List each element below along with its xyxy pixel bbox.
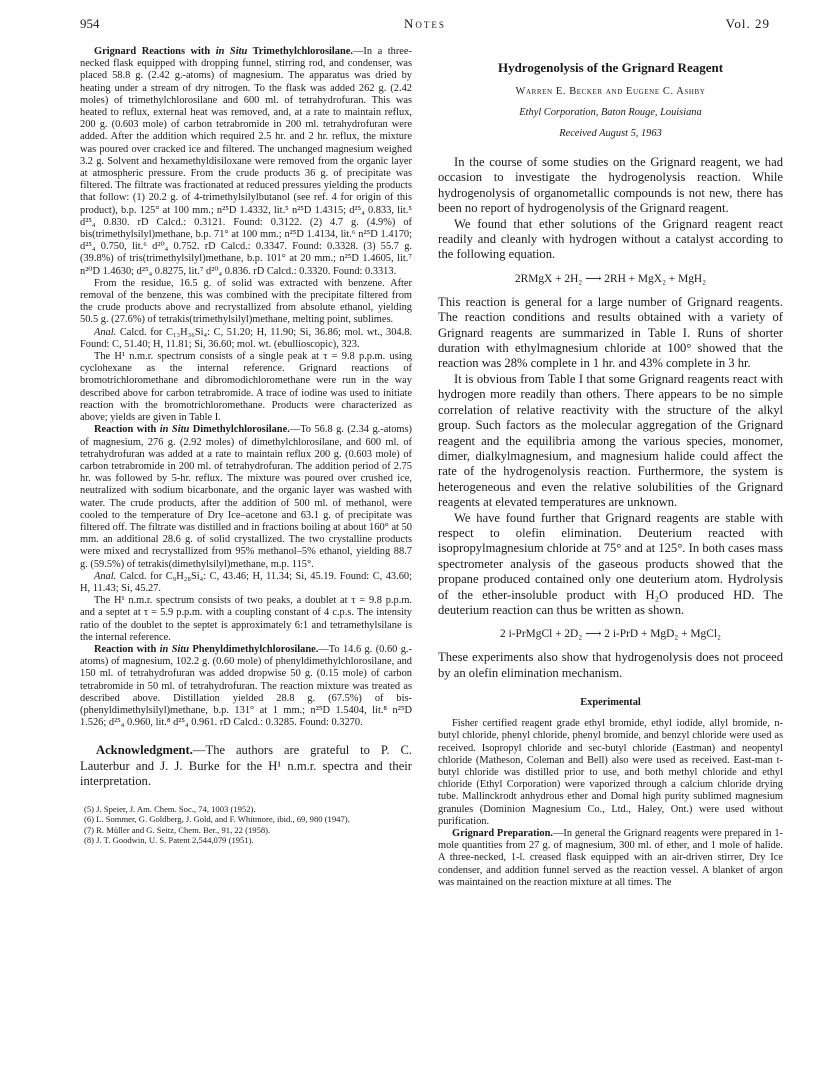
equation-1: 2RMgX + 2H₂ ⟶ 2RH + MgX₂ + MgH₂ <box>514 272 707 285</box>
references <box>80 804 412 846</box>
body-paragraph: It is obvious from Table I that some Grignard reagents react with hydrogen more readily than others. There appears to be no simple correlation of relative reactivity with the structure of the alkyl group. Such factors as the molecular aggregation of the Grignard reagent and the equilibria among the various species, monomer, dimer, dialkylmagnesium, and magnesium halide could affect the rate of the hydrogenolysis reaction. Furthermore, the system is heterogeneous and even the relative solubilities of the Grignard reagents at elevated temperatures are unknown. <box>438 371 783 510</box>
paragraph-trimethyl: Grignard Reactions with in Situ Trimethylchlorosilane.—In a three-necked flask equipped with dropping funnel, stirring rod, and condenser, was placed 58.8 g. (2.42 g.-atoms) of magnesium. The apparatus was dried by heating under a stream of dry nitrogen. To the flask was added 262 g. (2.42 moles) of trimethylchlorosilane and 600 ml. of tetrahydrofuran. This was heated to reflux, external heat was removed, and, at a rate to maintain reflux, 200 g. (0.603 mole) of carbon tetrabromide in 200 ml. tetrahydrofuran were added. After the addition which required 2.5 hr. and 2 hr. reflux, the mixture was poured over cracked ice and filtered. The unchanged magnesium weighed 3.2 g. Solvent and hexamethyldisiloxane were removed from the organic layer at atmospheric pressure. From the crude products 36 g. of precipitate was filtered. The filtrate was fractionated at reduced pressures yielding the products that follow: (1) 20.2 g. of 4-trimethylsilylbutanol (see ref. 4 for origin of this product), b.p. 125° at 100 mm.; n²⁵D 1.4332, lit.⁵ n²⁵D 1.4315; d²⁵₄ 0.833, lit.⁵ d²⁵₄ 0.830. rD Calcd.: 0.3121. Found: 0.3122. (2) 4.7 g. (4.9%) of bis(trimethylsilyl)methane, b.p. 71° at 100 mm.; n²⁵D 1.4134, lit.⁶ n²⁵D 1.4170; d²⁵₄ 0.750, lit.⁶ d²⁰₄ 0.752. rD Calcd.: 0.3347. Found: 0.3328. (3) 55.7 g. (39.8%) of tris(trimethylsilyl)methane, b.p. 101° at 20 mm.; n²⁵D 1.4605, lit.⁷ n²⁰D 1.4630; d²⁵₄ 0.8275, lit.⁷ d²⁰₄ 0.836. rD Calcd.: 0.3320. Found: 0.3313. <box>80 46 412 277</box>
paragraph-phenyl: Reaction with in Situ Phenyldimethylchlorosilane.—To 14.6 g. (0.60 g.-atoms) of magnesium, 102.2 g. (0.60 mole) of phenyldimethylchlorosilane, and 150 ml. of tetrahydrofuran was added dropwise 50 g. (0.15 mole) of carbon tetrabromide in 50 ml. of tetrahydrofuran. The reaction mixture was treated as described above. Distillation yielded 28.8 g. (67.5%) of bis-(phenyldimethylsilyl)methane, b.p. 131° at 1 mm.; n²⁵D 1.5404, lit.⁸ n²⁵D 1.526; d²⁵₄ 0.960, lit.⁸ d²⁵₄ 0.961. rD Calcd.: 0.3285. Found: 0.3270. <box>80 643 412 729</box>
paragraph-nmr-1: The H¹ n.m.r. spectrum consists of a single peak at τ = 9.8 p.p.m. using cyclohexane as the internal reference. Grignard reactions of bromotrichloromethane and dibromodichloromethane were run in the way described above for carbon tetrabromide. A trace of iodine was used to initiate reaction with the bromotrichloromethane. Products were characterized as above; yields are given in Table I. <box>80 351 412 424</box>
reference-5: (5) J. Speier, J. Am. Chem. Soc., 74, 1003 (1952). <box>84 803 256 814</box>
paragraph-residue: From the residue, 16.5 g. of solid was extracted with benzene. After removal of the benzene, this was combined with the precipitate filtered from the crude products above and recrystallized from absolute ethanol, yielding 50.5 g. (27.6%) of tetrakis(trimethylsilyl)methane, melting point, sublimes. <box>80 277 412 326</box>
paragraph-anal-2: Anal. Calcd. for C₉H₂₈Si₄: C, 43.46; H, 11.34; Si, 45.19. Found: C, 43.60; H, 11.43; Si, 45.27. <box>80 570 412 594</box>
intro-body <box>438 155 783 263</box>
page-number: 954 <box>80 16 100 31</box>
paragraph-anal-1: Anal. Calcd. for C₁₃H₃₆Si₄: C, 51.20; H, 11.90; Si, 36.86; mol. wt., 304.8. Found: C, 51.40; H, 11.81; Si, 36.60; mol. wt. (ebullioscopic), 323. <box>80 326 412 350</box>
intro-paragraph: We found that ether solutions of the Grignard reagent react readily and cleanly with hydrogen without a catalyst according to the following equation. <box>438 216 783 262</box>
article-affiliation: Ethyl Corporation, Baton Rouge, Louisiana <box>519 107 702 118</box>
reference-6: (6) L. Sommer, G. Goldberg, J. Gold, and F. Whitmore, ibid., 69, 980 (1947). <box>84 814 350 825</box>
left-body <box>80 46 412 729</box>
reference-8: (8) J. T. Goodwin, U. S. Patent 2,544,079 (1951). <box>84 835 254 846</box>
paragraph-dimethyl: Reaction with in Situ Dimethylchlorosilane.—To 56.8 g. (2.34 g.-atoms) of magnesium, 276 g. (2.92 moles) of dimethylchlorosilane, and 600 ml. of tetrahydrofuran was added at a rate to maintain reflux 200 g. (0.603 mole) of carbon tetrabromide in 200 ml. of tetrahydrofuran. The addition period of 2.75 hr. was followed by 5-hr. reflux. The mixture was poured over crushed ice, neutralized with sodium bicarbonate, and the organic layer was washed with water. The crude products, after the addition of 500 ml. of methanol, were cooled to the temperature of Dry Ice–acetone and 63.1 g. of precipitate was filtered off. The filtrate was distilled and in fractions boiling at about 160° at 50 mm. an additional 28.6 g. of solid crystallized. The two crystalline products were mixed and recrystallized from 95% methanol–5% ethanol, yielding 88.7 g. (59.5%) of tetrakis(dimethylsilyl)methane, m.p. 115°. <box>80 424 412 570</box>
intro-paragraph: In the course of some studies on the Grignard reagent, we had occasion to investigate the hydrogenolysis reaction. While hydrogenolysis of organometallic compounds is not new, there has been no report of hydrogenolysis of the Grignard reagent. <box>438 155 783 216</box>
left-column <box>80 46 412 846</box>
section-title: Notes <box>404 16 446 31</box>
body-paragraph: This reaction is general for a large number of Grignard reagents. The reaction conditions and results obtained with a variety of Grignard reagents are summarized in Table I. Runs of shorter duration with ethylmagnesium chloride at 100° showed that the reaction was 28% complete in 1 hr. and 43% complete in 3 hr. <box>438 294 783 371</box>
equation-2: 2 i-PrMgCl + 2D₂ ⟶ 2 i-PrD + MgD₂ + MgCl₂ <box>500 628 721 641</box>
acknowledgment: Acknowledgment.—The authors are grateful to P. C. Lauterbur and J. J. Burke for the H¹ n.m.r. spectra and their interpretation. <box>80 743 412 789</box>
article-title: Hydrogenolysis of the Grignard Reagent <box>497 60 724 75</box>
closing-body <box>438 650 783 681</box>
closing-paragraph: These experiments also show that hydrogenolysis does not proceed by an olefin elimination mechanism. <box>438 650 783 680</box>
volume-label: Vol. 29 <box>725 16 770 31</box>
article-authors: Warren E. Becker and Eugene C. Ashby <box>515 86 706 97</box>
experimental-paragraph: Fisher certified reagent grade ethyl bromide, ethyl iodide, allyl bromide, n-butyl chloride, phenyl chloride, phenyl bromide, and benzyl chloride were used as received. Isopropyl chloride and sec-butyl chloride (Eastman) and neopentyl chloride (Matheson, Coleman and Bell) also were used as received. East-man t-butyl chloride was distilled prior to use, and both methyl chloride and ethyl chloride (Ethyl Corporation) were vaporized through a calcium chloride drying tube. Mallinckrodt anhydrous ether and Domal high purity sublimed magnesium granules (Dominion Magnesium Co., Ltd., Haley, Ont.) were used without purification. <box>438 718 783 827</box>
grignard-preparation: Grignard Preparation.—In general the Grignard reagents were prepared in 1-mole quantities from 27 g. of magnesium, 300 ml. of ether, and 1 mole of halide. A three-necked, 1-l. creased flask equipped with an air-driven stirrer, Dry Ice condenser, and addition funnel served as the reaction vessel. A blanket of argon was maintained on the reaction mixture at all times. The <box>438 828 783 888</box>
received-date: Received August 5, 1963 <box>559 128 662 139</box>
right-column <box>438 46 783 889</box>
page-header <box>80 12 770 32</box>
experimental-body <box>438 718 783 889</box>
body-paragraph: We have found further that Grignard reagents are stable with respect to olefin elimination. Deuterium reacted with isopropylmagnesium chloride at 75° and at 125°. In both cases mass spectrometer analysis of the gaseous products showed that the propane produced contained only one deuterium atom. Hydrolysis of the ether-insoluble product with H₂O produced HD. The deuterium reaction can thus be written as shown. <box>438 510 783 617</box>
experimental-heading: Experimental <box>580 697 641 709</box>
reference-7: (7) R. Müller and G. Seitz, Chem. Ber., 91, 22 (1958). <box>84 824 271 835</box>
paragraph-nmr-2: The H¹ n.m.r. spectrum consists of two peaks, a doublet at τ = 9.8 p.p.m. and a septet at τ = 5.9 p.p.m. with a coupling constant of 4 c.p.s. The intensity ratio of the doublet to the septet is approximately 6:1 and tetramethylsilane is the internal reference. <box>80 595 412 643</box>
main-body <box>438 295 783 619</box>
